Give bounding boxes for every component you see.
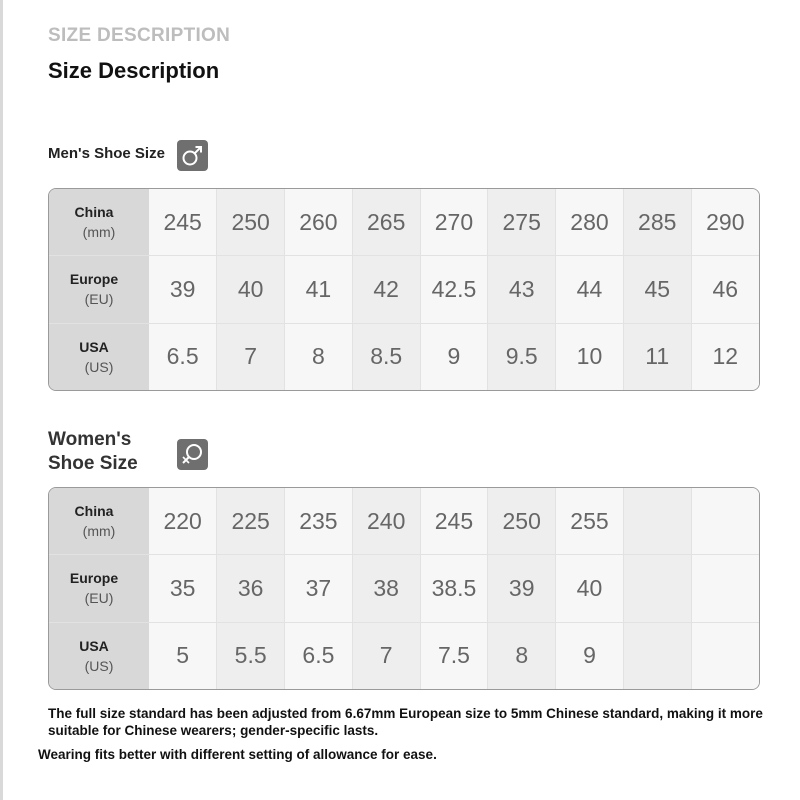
size-cell: 35 xyxy=(149,555,217,622)
size-cell: 280 xyxy=(556,189,624,256)
size-cell: 42.5 xyxy=(420,256,488,323)
size-cell: 7.5 xyxy=(420,622,488,689)
size-cell: 250 xyxy=(488,488,556,555)
table-row xyxy=(49,256,759,323)
table-row xyxy=(49,189,759,256)
page-title: Size Description xyxy=(48,58,220,83)
size-cell: 45 xyxy=(623,256,691,323)
size-cell: 8.5 xyxy=(352,323,420,390)
region-name: USA xyxy=(79,338,109,355)
size-cell: 250 xyxy=(217,189,285,256)
size-cell: 44 xyxy=(556,256,624,323)
region-unit: (EU) xyxy=(84,291,114,308)
size-cell: 41 xyxy=(285,256,353,323)
size-cell: 11 xyxy=(623,323,691,390)
size-cell: 5 xyxy=(149,622,217,689)
region-unit: (EU) xyxy=(84,590,114,607)
size-cell: 270 xyxy=(420,189,488,256)
size-cell: 38.5 xyxy=(420,555,488,622)
size-cell: 255 xyxy=(556,488,624,555)
size-cell xyxy=(691,488,759,555)
size-cell: 220 xyxy=(149,488,217,555)
women-size-label-line2: Shoe Size xyxy=(48,453,138,474)
size-cell xyxy=(691,555,759,622)
men-size-table xyxy=(48,188,760,391)
region-unit: (mm) xyxy=(82,523,116,540)
section-eyebrow: SIZE DESCRIPTION xyxy=(48,25,231,46)
size-cell: 290 xyxy=(691,189,759,256)
size-cell: 285 xyxy=(623,189,691,256)
allowance-note: Wearing fits better with different setting of allowance for ease. xyxy=(38,747,437,762)
region-unit: (US) xyxy=(84,657,114,674)
women-size-label xyxy=(48,428,138,476)
size-cell: 36 xyxy=(217,555,285,622)
size-cell: 275 xyxy=(488,189,556,256)
size-cell: 8 xyxy=(488,622,556,689)
men-size-label: Men's Shoe Size xyxy=(48,145,165,162)
region-name: China xyxy=(74,503,114,520)
region-unit: (mm) xyxy=(82,224,116,241)
size-cell: 7 xyxy=(217,323,285,390)
size-cell: 46 xyxy=(691,256,759,323)
region-unit: (US) xyxy=(84,358,114,375)
size-cell: 235 xyxy=(285,488,353,555)
row-header xyxy=(49,323,149,390)
size-cell: 39 xyxy=(488,555,556,622)
size-cell: 38 xyxy=(352,555,420,622)
size-cell xyxy=(623,555,691,622)
row-header xyxy=(49,488,149,555)
size-cell: 260 xyxy=(285,189,353,256)
size-cell: 37 xyxy=(285,555,353,622)
size-cell: 240 xyxy=(352,488,420,555)
row-header xyxy=(49,256,149,323)
size-standard-note: The full size standard has been adjusted from 6.67mm European size to 5mm Chinese standard, making it more suitable for Chinese wearers; gender-specific lasts. xyxy=(48,706,763,738)
size-cell xyxy=(623,622,691,689)
size-cell: 6.5 xyxy=(149,323,217,390)
size-cell: 7 xyxy=(352,622,420,689)
size-cell: 9.5 xyxy=(488,323,556,390)
size-cell: 245 xyxy=(420,488,488,555)
region-name: USA xyxy=(79,637,109,654)
row-header xyxy=(49,622,149,689)
size-cell: 39 xyxy=(149,256,217,323)
region-name: Europe xyxy=(69,570,119,587)
size-cell: 8 xyxy=(285,323,353,390)
region-name: China xyxy=(74,204,114,221)
size-cell: 43 xyxy=(488,256,556,323)
size-cell: 5.5 xyxy=(217,622,285,689)
size-cell: 42 xyxy=(352,256,420,323)
women-size-table xyxy=(48,487,760,690)
size-cell: 40 xyxy=(217,256,285,323)
women-size-label-line1: Women's xyxy=(48,429,132,450)
size-cell: 9 xyxy=(556,622,624,689)
size-cell: 12 xyxy=(691,323,759,390)
size-cell: 40 xyxy=(556,555,624,622)
size-cell: 10 xyxy=(556,323,624,390)
table-row xyxy=(49,323,759,390)
size-cell: 225 xyxy=(217,488,285,555)
size-cell: 265 xyxy=(352,189,420,256)
female-symbol-icon xyxy=(177,439,208,470)
table-row xyxy=(49,555,759,622)
table-row xyxy=(49,622,759,689)
size-cell: 6.5 xyxy=(285,622,353,689)
size-cell xyxy=(691,622,759,689)
size-cell: 245 xyxy=(149,189,217,256)
male-symbol-icon xyxy=(177,140,208,171)
region-name: Europe xyxy=(69,271,119,288)
row-header xyxy=(49,555,149,622)
size-cell xyxy=(623,488,691,555)
row-header xyxy=(49,189,149,256)
size-cell: 9 xyxy=(420,323,488,390)
table-row xyxy=(49,488,759,555)
